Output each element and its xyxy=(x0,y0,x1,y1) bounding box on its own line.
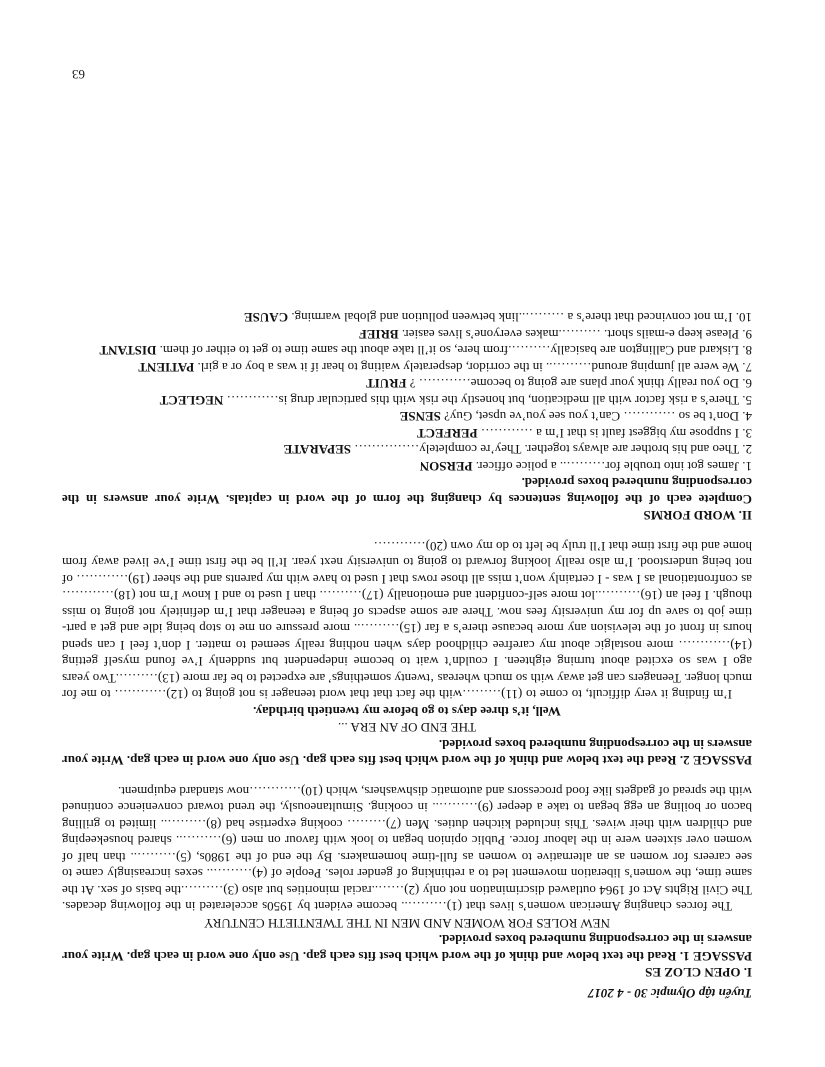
passage1-title: NEW ROLES FOR WOMEN AND MEN IN THE TWENTIETH CENTURY xyxy=(204,916,610,931)
word-form-item: 9. Please keep e-mails short. ……….makes everyone’s lives easier. BRIEF xyxy=(358,327,752,342)
page-header: Tuyển tập Olympic 30 - 4 2017 xyxy=(587,986,752,1001)
keyword: PERSON xyxy=(419,459,473,474)
passage2-subtitle: Well, it’s three days to go before my twentieth birthday. xyxy=(253,704,561,719)
word-form-item: 6. Do you really think your plans are going to become………… ? FRUIT xyxy=(366,376,752,392)
part2-instruction: Complete each of the following sentences by changing the form of the word in capitals. Write your answers in the corresponding numbered boxes provided. xyxy=(62,475,752,507)
passage1-instruction: PASSAGE 1. Read the text below and think of the word which best fits each gap. Use only one word in each gap. Write your answers in the corresponding numbered boxes provided. xyxy=(62,932,752,964)
keyword: DISTANT xyxy=(99,343,157,359)
passage2-text: I’m finding it very difficult, to come to (11)………with the fact that that word teenager is not going to (12)………… to me for much longer. Teenagers can get away with so much whereas ‘twenty somethings’ are expected to be far more (13)……….Two years ago I was so excited about turning eighteen. I couldn’t wait to become independent but suddenly I’ve found myself getting (14)………… more nostalgic about my carefree childhood days when nothing really seemed to matter. I don’t feel I can spend hours in front of the television any more because there’s a far (15)……….. more pressure on me to stop being idle and get a part-time job to save up for my university fees now. There are some aspects of being a teenager that I’m definitely not going to miss though. I feel an (16)………..lot more self-confident and emotionally (17)………. than I used to and I know I’m not (18)…………as confrontational as I was - I certainly won’t miss all those rows that I used to have with my parents and the sheer (19)………… of not being understood. I’m also really looking forward to going to university next year. It’ll be the first time I’ve lived away from home and the first time that I’ll truly be left to do my own (20)………… xyxy=(62,539,752,703)
keyword: SEPARATE xyxy=(283,442,352,458)
part2-heading: II. WORD FORMS xyxy=(643,508,752,524)
part1-heading: I. OPEN CLOZ ES xyxy=(645,965,752,981)
word-form-item: 8. Liskard and Callington are basically……….from here, so it’ll take about the same time to get to either of them. DISTANT xyxy=(99,343,752,359)
keyword: NEGLECT xyxy=(159,393,224,408)
keyword: SENSE xyxy=(399,409,441,425)
keyword: FRUIT xyxy=(366,376,407,392)
word-form-item: 3. I suppose my biggest fault is that I’m a ………… PERFECT xyxy=(416,426,752,441)
word-form-item: 10. I’m not convinced that there’s a ………..link between pollution and global warming. CAUSE xyxy=(243,310,752,326)
passage2-instruction: PASSAGE 2. Read the text below and think of the word which best fits each gap. Use only one word in each gap. Write your answers in the corresponding numbered boxes provided. xyxy=(62,737,752,769)
word-form-item: 7. We were all jumping around……….. in the corridor, desperately waiting to hear if it was a boy or a girl. PATIENT xyxy=(138,360,752,375)
word-form-item: 2. Theo and his brother are always together. They’re completely…………… SEPARATE xyxy=(283,442,752,458)
keyword: BRIEF xyxy=(358,327,399,342)
keyword: CAUSE xyxy=(243,310,289,326)
document-content xyxy=(62,309,752,1001)
passage1-text: The forces changing American women’s lives that (1)……….. become evident by 1950s accelerated in the following decades. The Civil Rights Act of 1964 outlawed discrimination not only (2)……..racial minorities but also (3)……….the basis of sex. At the same time, the women’s liberation movement led to a rethinking of gender roles. People of (4)……….. sexes increasingly came to see careers for women as an alternative to women as full-time homemakers. By the end of the 1980s, (5)……….. than half of women over sixteen were in the labour force. Public opinion began to look with favour on men (6)……….. shared housekeeping and children with their wives. This included kitchen duties. Men (7)……… cooking expertise had (8)……….. limited to grilling bacon or boiling an egg began to take a deeper (9)……….. in cooking. Simultaneously, the trend toward convenience continued with the spread of gadgets like food processors and automatic dishwashers, which (10)…………now standard equipment. xyxy=(62,784,752,915)
page-number: 63 xyxy=(72,67,85,82)
word-form-item: 1. James got into trouble for……….. a police officer. PERSON xyxy=(419,459,752,474)
word-form-item: 4. Don’t be so ………… Can’t you see you’ve upset, Guy? SENSE xyxy=(399,409,752,425)
keyword: PERFECT xyxy=(416,426,478,441)
keyword: PATIENT xyxy=(138,360,195,375)
word-form-item: 5. There’s a risk factor with all medication, but honestly the risk with this particular drug is………… NEGLECT xyxy=(159,393,752,408)
passage2-title: THE END OF AN ERA ... xyxy=(338,720,476,736)
